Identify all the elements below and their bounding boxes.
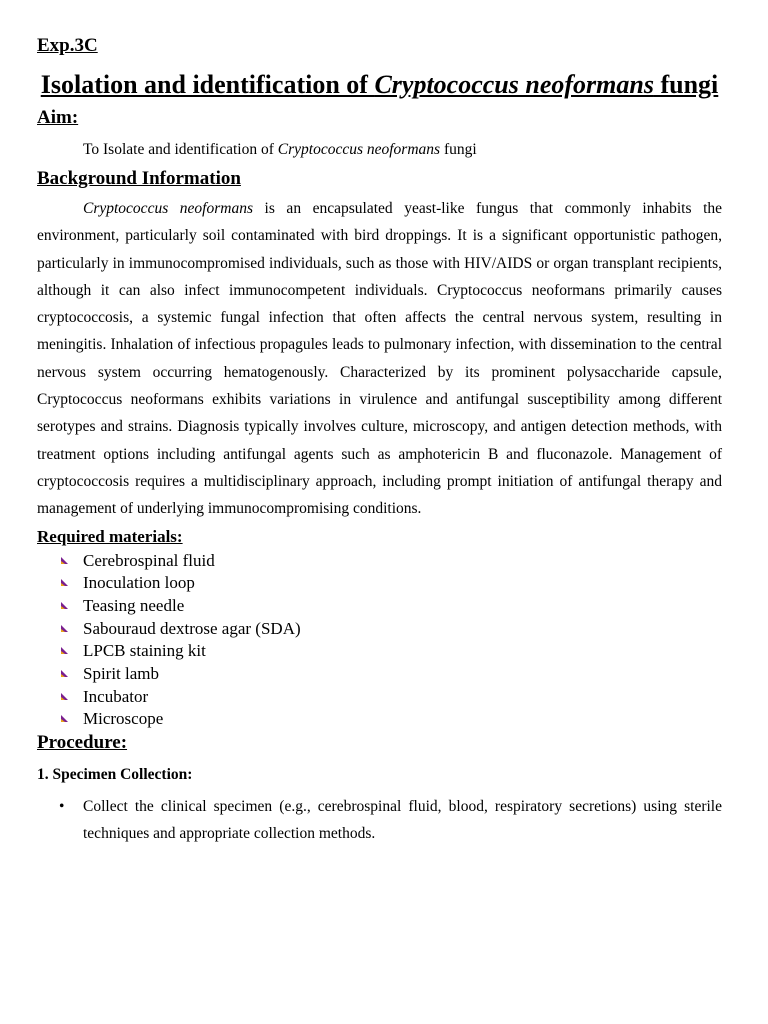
page-title <box>37 67 722 102</box>
material-label: Incubator <box>83 686 149 706</box>
aim-text-species: Cryptococcus neoformans <box>277 141 441 158</box>
list-item <box>37 663 722 686</box>
material-label: Spirit lamb <box>83 664 160 684</box>
aim-heading: Aim: <box>37 107 79 128</box>
title-species: Cryptococcus neoformans <box>374 70 654 99</box>
list-item <box>37 550 722 573</box>
arrow-bullet-icon <box>59 669 69 679</box>
material-label: Microscope <box>83 709 164 729</box>
list-item <box>37 708 722 731</box>
bullet-dot-icon: • <box>59 798 65 816</box>
list-item <box>37 640 722 663</box>
experiment-label: Exp.3C <box>37 35 98 56</box>
procedure-step-title: 1. Specimen Collection: <box>37 766 193 784</box>
materials-heading: Required materials: <box>37 526 183 546</box>
procedure-step-list <box>37 793 722 847</box>
background-species: Cryptococcus neoformans <box>83 200 253 217</box>
arrow-bullet-icon <box>59 624 69 634</box>
material-label: Teasing needle <box>83 595 185 615</box>
title-suffix: fungi <box>653 70 719 99</box>
list-item <box>37 572 722 595</box>
arrow-bullet-icon <box>59 578 69 588</box>
procedure-item-text: Collect the clinical specimen (e.g., cerebrospinal fluid, blood, respiratory secretions) using sterile techniques and appropriate collection methods. <box>83 798 722 843</box>
materials-list <box>37 550 722 732</box>
list-item <box>37 618 722 641</box>
document-page <box>37 34 722 847</box>
arrow-bullet-icon <box>59 646 69 656</box>
title-prefix: Isolation and identification of <box>40 70 375 99</box>
material-label: Sabouraud dextrose agar (SDA) <box>83 618 301 638</box>
aim-text-suffix: fungi <box>440 141 477 158</box>
list-item <box>37 686 722 709</box>
background-text: is an encapsulated yeast-like fungus that commonly inhabits the environment, particularly soil contaminated with bird droppings. It is a significant opportunistic pathogen, particularly in immunocompromised individuals, such as those with HIV/AIDS or organ transplant recipients, although it can also infect immunocompetent individuals. Cryptococcus neoformans primarily causes cryptococcosis, a systemic fungal infection that often affects the central nervous system, resulting in meningitis. Inhalation of infectious propagules leads to pulmonary infection, with dissemination to the central nervous system occurring hematogenously. Characterized by its prominent polysaccharide capsule, Cryptococcus neoformans exhibits variations in virulence and antifungal susceptibility among different serotypes and strains. Diagnosis typically involves culture, microscopy, and antigen detection methods, with treatment options including antifungal agents such as amphotericin B and fluconazole. Management of cryptococcosis requires a multidisciplinary approach, including prompt initiation of antifungal therapy and management of underlying immunocompromising conditions. <box>37 200 723 518</box>
background-heading: Background Information <box>37 168 241 189</box>
arrow-bullet-icon <box>59 692 69 702</box>
arrow-bullet-icon <box>59 556 69 566</box>
aim-text <box>83 140 722 160</box>
arrow-bullet-icon <box>59 601 69 611</box>
material-label: LPCB staining kit <box>83 641 206 661</box>
arrow-bullet-icon <box>59 714 69 724</box>
aim-text-prefix: To Isolate and identification of <box>83 141 278 158</box>
material-label: Inoculation loop <box>83 573 195 593</box>
procedure-heading: Procedure: <box>37 732 128 754</box>
material-label: Cerebrospinal fluid <box>83 550 215 570</box>
list-item <box>37 793 722 847</box>
list-item <box>37 595 722 618</box>
background-paragraph <box>37 195 722 523</box>
